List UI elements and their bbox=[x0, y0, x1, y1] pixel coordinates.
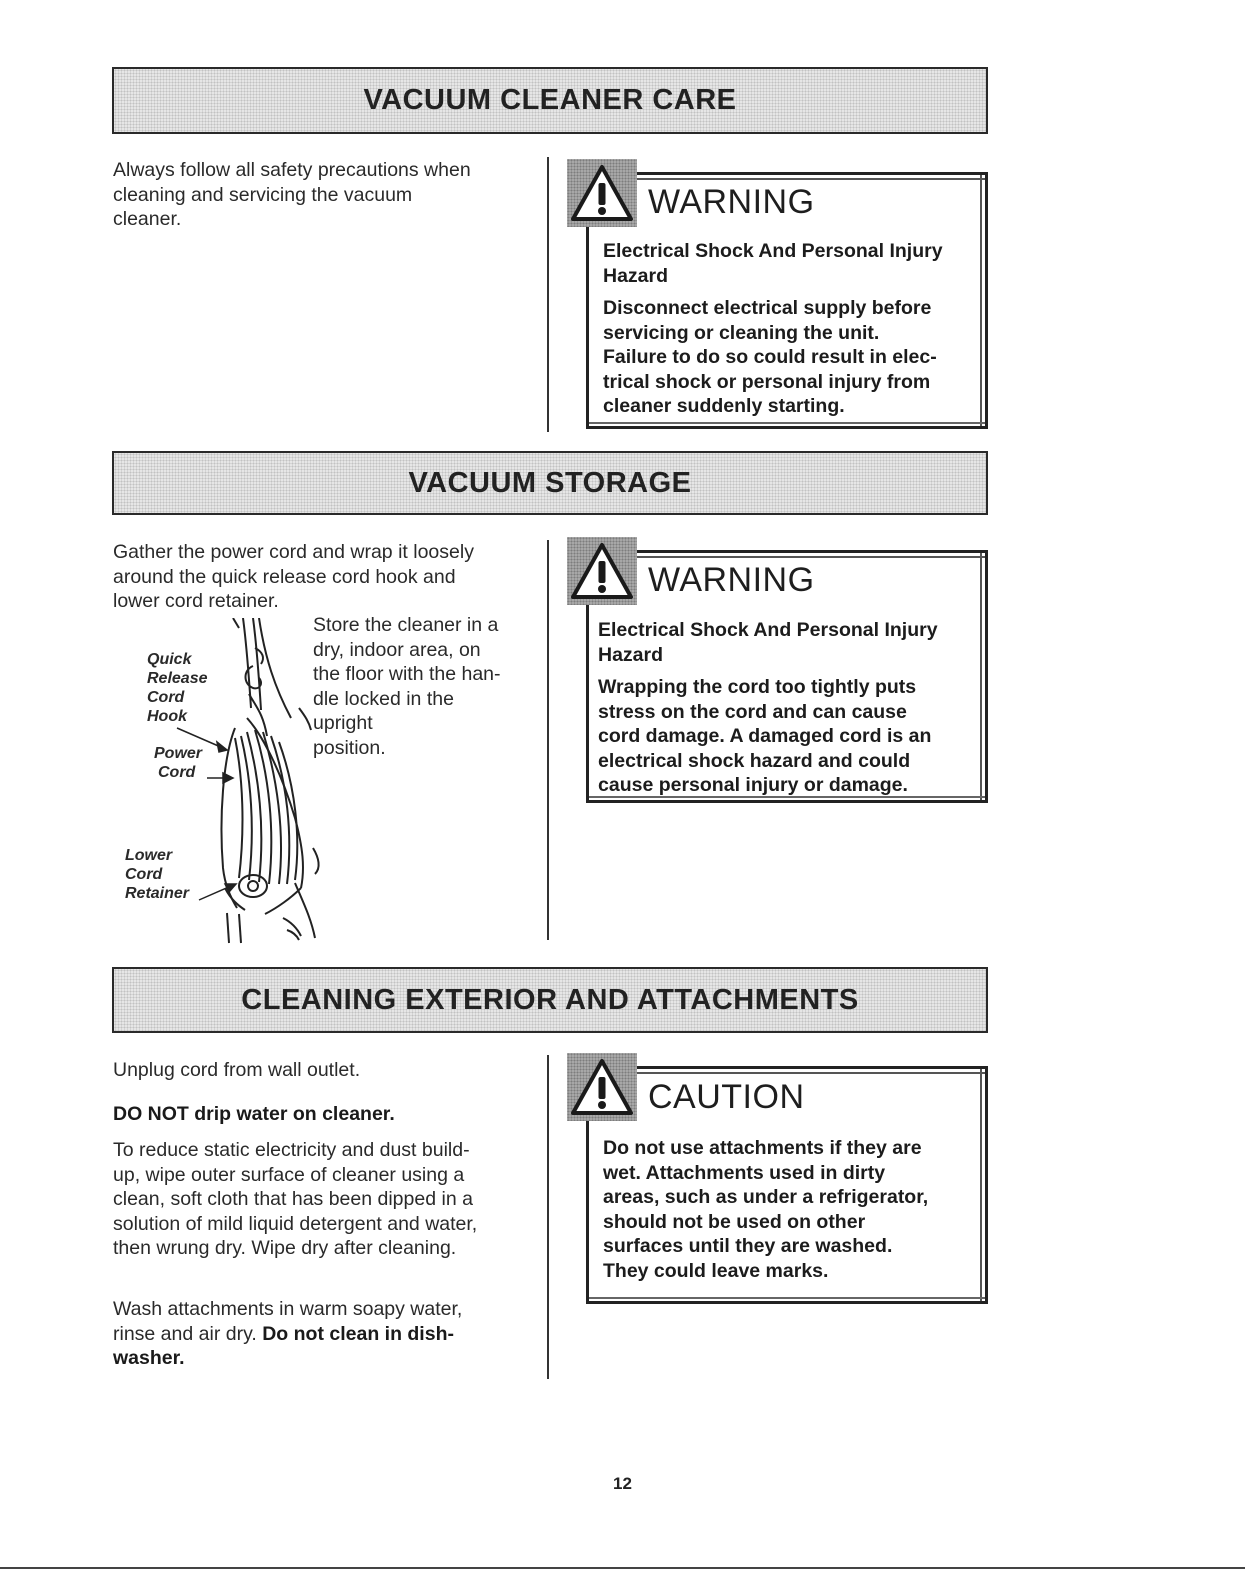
section-title: VACUUM STORAGE bbox=[408, 467, 692, 499]
warning-title: WARNING bbox=[648, 561, 815, 599]
reduce-static-instructions: To reduce static electricity and dust build- up, wipe outer surface of cleaner using a clean, soft cloth that has been dipped in a solution of mild liquid detergent and water, then wrung dry. Wipe dry after cleaning. bbox=[113, 1139, 478, 1259]
label-quick-release-cord-hook: Quick Release Cord Hook bbox=[147, 651, 208, 725]
bottom-rule bbox=[0, 1567, 1245, 1569]
caution-triangle-icon bbox=[567, 1053, 637, 1121]
warning-text-storage: Electrical Shock And Personal Injury Hazard Wrapping the cord too tightly puts stress on the cord and can cause cord damage. A damaged cord is an electrical shock hazard and could cause personal injury or damage. bbox=[598, 619, 938, 796]
column-divider bbox=[547, 157, 549, 432]
section-banner-cleaning bbox=[112, 967, 988, 1033]
warning-triangle-icon bbox=[567, 159, 637, 227]
section-banner-care bbox=[112, 67, 988, 134]
storage-instructions: Store the cleaner in a dry, indoor area, on the floor with the han- dle locked in the upright position. bbox=[313, 614, 501, 759]
caution-text: Do not use attachments if they are wet. Attachments used in dirty areas, such as under a refrigerator, should not be used on other surfaces until they are washed. They could leave marks. bbox=[603, 1137, 929, 1282]
warning-triangle-icon bbox=[567, 537, 637, 605]
section-banner-storage bbox=[112, 451, 988, 515]
warning-title: WARNING bbox=[648, 183, 815, 221]
section-title: CLEANING EXTERIOR AND ATTACHMENTS bbox=[241, 984, 859, 1016]
wash-attachments-instructions: Wash attachments in warm soapy water, rinse and air dry. Do not clean in dish- washer. bbox=[113, 1298, 463, 1369]
page-number: 12 bbox=[613, 1474, 632, 1493]
caution-title: CAUTION bbox=[648, 1078, 805, 1116]
column-divider bbox=[547, 1055, 549, 1379]
section-title: VACUUM CLEANER CARE bbox=[363, 84, 737, 116]
label-lower-cord-retainer: Lower Cord Retainer bbox=[125, 847, 190, 902]
storage-intro: Gather the power cord and wrap it loosely around the quick release cord hook and lower cord retainer. bbox=[113, 541, 474, 612]
no-drip-warning: DO NOT drip water on cleaner. bbox=[113, 1103, 395, 1125]
warning-text-care: Electrical Shock And Personal Injury Hazard Disconnect electrical supply before servicing or cleaning the unit. Failure to do so could result in elec- trical shock or personal injury from cleaner suddenly starting. bbox=[603, 240, 943, 417]
column-divider bbox=[547, 540, 549, 940]
care-intro: Always follow all safety precautions when cleaning and servicing the vacuum cleaner. bbox=[113, 159, 471, 230]
unplug-instruction: Unplug cord from wall outlet. bbox=[113, 1059, 361, 1081]
label-power-cord: Power Cord bbox=[154, 745, 203, 781]
